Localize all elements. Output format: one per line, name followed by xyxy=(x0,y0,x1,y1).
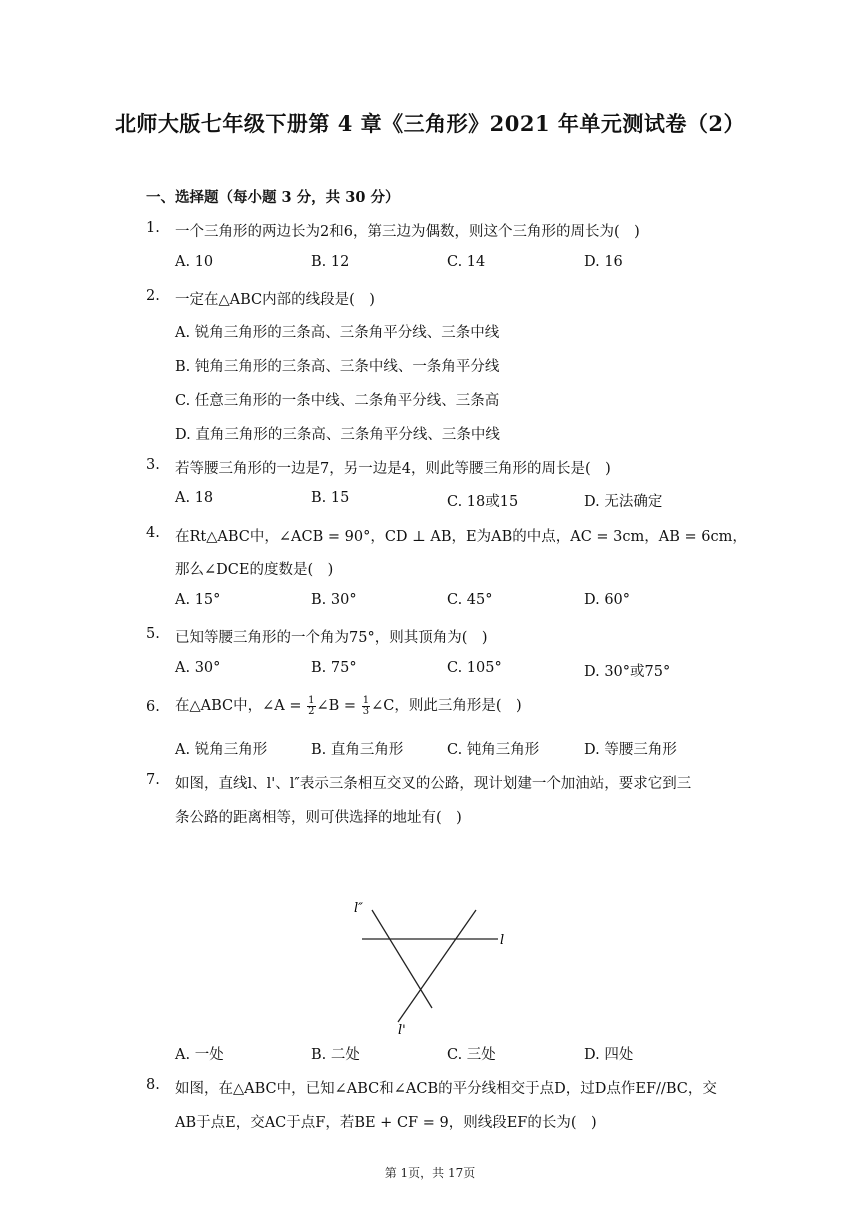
question-number: 3. xyxy=(146,457,160,473)
option-d: D. 60° xyxy=(584,592,631,608)
fraction-third xyxy=(362,696,370,717)
option-a: A. 锐角三角形的三条高、三条角平分线、三条中线 xyxy=(175,325,500,341)
question-number: 7. xyxy=(146,772,160,788)
three-roads-figure xyxy=(348,898,518,1038)
question-stem-cont: 那么∠DCE的度数是( ) xyxy=(175,562,334,578)
option-d: D. 无法确定 xyxy=(584,494,663,510)
stem-part: ∠B = xyxy=(316,698,361,714)
label-l-double-prime: l″ xyxy=(354,901,364,916)
option-a: A. 10 xyxy=(175,254,214,270)
question-number: 2. xyxy=(146,288,160,304)
option-c: C. 任意三角形的一条中线、二条角平分线、三条高 xyxy=(175,393,500,409)
option-d: D. 30°或75° xyxy=(584,664,671,680)
option-c: C. 105° xyxy=(447,660,502,676)
question-stem: 若等腰三角形的一边是7，另一边是4，则此等腰三角形的周长是( ) xyxy=(175,461,611,477)
question-stem: 如图，在△ABC中，已知∠ABC和∠ACB的平分线相交于点D，过D点作EF//BC，交 xyxy=(175,1081,717,1097)
stem-part: 在△ABC中，∠A = xyxy=(175,698,307,714)
question-stem: 在Rt△ABC中，∠ACB = 90°，CD ⊥ AB，E为AB的中点，AC = 3cm，AB = 6cm， xyxy=(175,529,747,545)
frac-denominator: 3 xyxy=(362,705,370,717)
question-stem xyxy=(175,694,522,717)
page-title: 北师大版七年级下册第 4 章《三角形》2021 年单元测试卷（2） xyxy=(114,111,746,136)
question-stem: 一定在△ABC内部的线段是( ) xyxy=(175,292,375,308)
question-number: 4. xyxy=(146,525,160,541)
option-b: B. 二处 xyxy=(311,1047,360,1063)
option-d: D. 直角三角形的三条高、三条角平分线、三条中线 xyxy=(175,427,500,443)
question-number: 1. xyxy=(146,220,160,236)
option-a: A. 一处 xyxy=(175,1047,224,1063)
option-d: D. 等腰三角形 xyxy=(584,742,677,758)
question-number: 8. xyxy=(146,1077,160,1093)
option-b: B. 75° xyxy=(311,660,357,676)
option-c: C. 三处 xyxy=(447,1047,496,1063)
label-l: l xyxy=(500,933,505,948)
question-stem: 已知等腰三角形的一个角为75°，则其顶角为( ) xyxy=(175,630,488,646)
option-b: B. 12 xyxy=(311,254,350,270)
section-heading: 一、选择题（每小题 3 分，共 30 分） xyxy=(146,189,400,206)
frac-denominator: 2 xyxy=(308,705,315,717)
option-a: A. 15° xyxy=(175,592,221,608)
option-b: B. 30° xyxy=(311,592,357,608)
line-l-prime xyxy=(398,910,476,1022)
fraction-half xyxy=(307,696,315,717)
page-footer: 第 1页，共 17页 xyxy=(384,1166,476,1180)
question-stem: 一个三角形的两边长为2和6，第三边为偶数，则这个三角形的周长为( ) xyxy=(175,224,640,240)
line-l-double-prime xyxy=(372,910,432,1008)
option-c: C. 45° xyxy=(447,592,493,608)
label-l-prime: l' xyxy=(398,1023,406,1038)
question-stem-cont: AB于点E，交AC于点F，若BE + CF = 9，则线段EF的长为( ) xyxy=(175,1115,597,1131)
question-number: 5. xyxy=(146,626,160,642)
option-a: A. 18 xyxy=(175,490,214,506)
question-stem-cont: 条公路的距离相等，则可供选择的地址有( ) xyxy=(175,810,462,826)
question-number: 6. xyxy=(146,699,160,715)
option-d: D. 四处 xyxy=(584,1047,634,1063)
option-b: B. 钝角三角形的三条高、三条中线、一条角平分线 xyxy=(175,359,500,375)
option-c: C. 钝角三角形 xyxy=(447,742,540,758)
option-b: B. 15 xyxy=(311,490,350,506)
frac-numerator: 1 xyxy=(308,694,315,706)
option-c: C. 14 xyxy=(447,254,486,270)
frac-numerator: 1 xyxy=(362,694,370,706)
stem-part: ∠C，则此三角形是( ) xyxy=(371,698,522,714)
option-b: B. 直角三角形 xyxy=(311,742,404,758)
option-d: D. 16 xyxy=(584,254,623,270)
option-c: C. 18或15 xyxy=(447,494,519,510)
option-a: A. 30° xyxy=(175,660,221,676)
question-stem: 如图，直线l、l'、l″表示三条相互交叉的公路，现计划建一个加油站，要求它到三 xyxy=(175,776,692,792)
option-a: A. 锐角三角形 xyxy=(175,742,268,758)
